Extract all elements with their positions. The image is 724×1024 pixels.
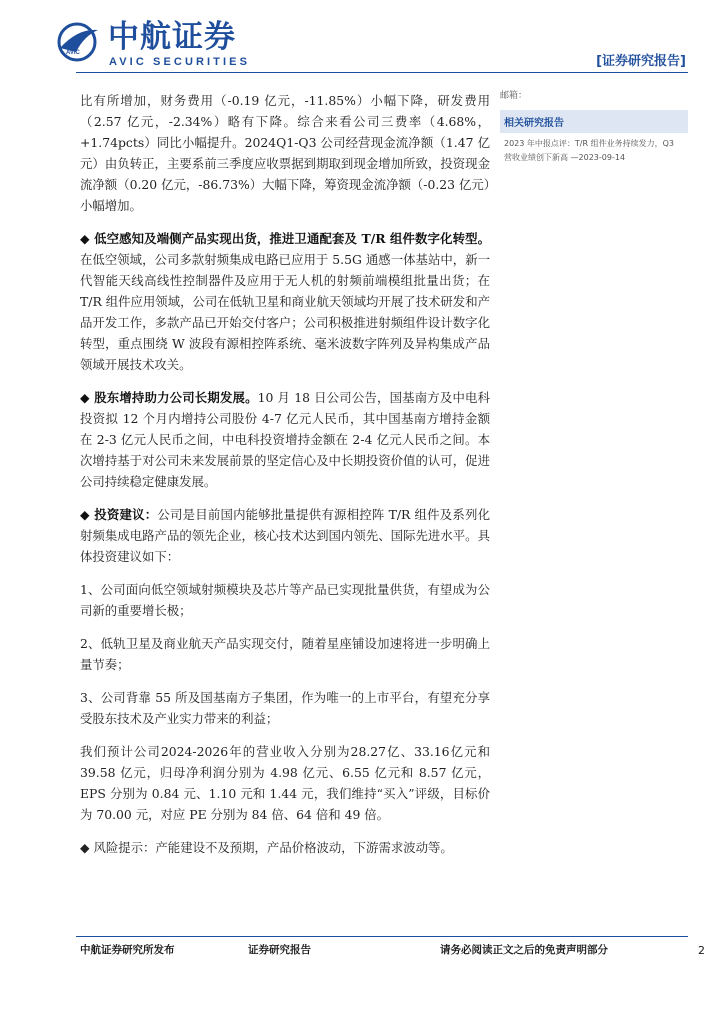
header-divider (76, 72, 688, 73)
paragraph-heading: ◆ 低空感知及端侧产品实现出货，推进卫通配套及 T/R 组件数字化转型。 (80, 231, 490, 246)
footer-divider (76, 936, 688, 937)
footer-disclaimer: 请务必阅读正文之后的免责声明部分 (440, 944, 608, 956)
paragraph-risk: ◆ 风险提示：产能建设不及预期，产品价格波动，下游需求波动等。 (80, 840, 453, 855)
logo-mark-text: AVIC (66, 50, 80, 56)
page-header (0, 0, 724, 80)
paragraph-investment-advice (80, 504, 490, 567)
main-body (80, 90, 490, 868)
logo-wordmark-en: AVIC SECURITIES (109, 56, 251, 68)
paragraph-text: 在低空领域，公司多款射频集成电路已应用于 5.5G 通感一体基站中，新一代智能天线高线性控制器件及应用于无人机的射频前端模组批量出货；在 T/R 组件应用领域，公司在低轨卫星和商业航天领域均开展了技术研发和产品开发工作，多款产品已开始交付客户；公司积极推进射频组件设计数字化转型，重点围绕 W 波段有源相控阵系统、毫米波数字阵列及异构集成产品领域开展技术攻关。 (80, 252, 490, 372)
footer-publisher: 中航证券研究所发布 (80, 944, 175, 956)
paragraph-shareholder (80, 387, 490, 492)
paragraph-financials: 比有所增加，财务费用（-0.19 亿元，-11.85%）小幅下降，研发费用（2.57 亿元，-2.34%）略有下降。综合来看公司三费率（4.68%，+1.74pcts）同比小幅提升。2024Q1-Q3 公司经营现金流净额（1.47 亿元）由负转正，主要系前三季度应收票据到期取到现金增加所致，投资现金流净额（0.20 亿元，-86.73%）大幅下降，筹资现金流净额（-0.23 亿元）小幅增加。 (80, 93, 490, 213)
paragraph-text: 公司是目前国内能够批量提供有源相控阵 T/R 组件及系列化射频集成电路产品的领先企业，核心技术达到国内领先、国际先进水平。具体投资建议如下： (80, 507, 490, 564)
report-type-label: [证券研究报告] (596, 54, 686, 69)
paragraph-low-altitude (80, 228, 490, 375)
list-item: 3、公司背靠 55 所及国基南方子集团，作为唯一的上市平台，有望充分享受股东技术及产业实力带来的利益； (80, 690, 490, 726)
paragraph-heading: ◆ 股东增持助力公司长期发展。 (80, 390, 258, 405)
avic-logo-icon (54, 22, 100, 62)
related-reports-title: 相关研究报告 (500, 110, 688, 133)
logo-wordmark-cn: 中航证券 (108, 19, 236, 55)
page-number: 2 (698, 944, 705, 957)
paragraph-forecast: 我们预计公司2024-2026年的营业收入分别为28.27亿、33.16亿元和39.58 亿元，归母净利润分别为 4.98 亿元、6.55 亿元和 8.57 亿元，EPS 分别为 0.84 元、1.10 元和 1.44 元，我们维持“买入”评级，目标价为 70.00 元，对应 PE 分别为 84 倍、64 倍和 49 倍。 (80, 744, 490, 822)
sidebar (500, 88, 688, 169)
footer-report-type: 证券研究报告 (248, 944, 311, 956)
page-footer (0, 930, 724, 970)
email-label: 邮箱： (500, 91, 528, 101)
paragraph-heading: ◆ 投资建议： (80, 507, 158, 522)
related-report-link[interactable]: 2023 年中报点评：T/R 组件业务持续发力，Q3 营收业绩创下新高 —2023-09-14 (504, 139, 674, 162)
list-item: 1、公司面向低空领域射频模块及芯片等产品已实现批量供货，有望成为公司新的重要增长极； (80, 582, 490, 618)
list-item: 2、低轨卫星及商业航天产品实现交付，随着星座铺设加速将进一步明确上量节奏； (80, 636, 490, 672)
paragraph-text: 10 月 18 日公司公告，国基南方及中电科投资拟 12 个月内增持公司股份 4-7 亿元人民币，其中国基南方增持金额在 2-3 亿元人民币之间，中电科投资增持金额在 2-4 亿元人民币之间。本次增持基于对公司未来发展前景的坚定信心及中长期投资价值的认可，促进公司持续稳定健康发展。 (80, 390, 490, 489)
